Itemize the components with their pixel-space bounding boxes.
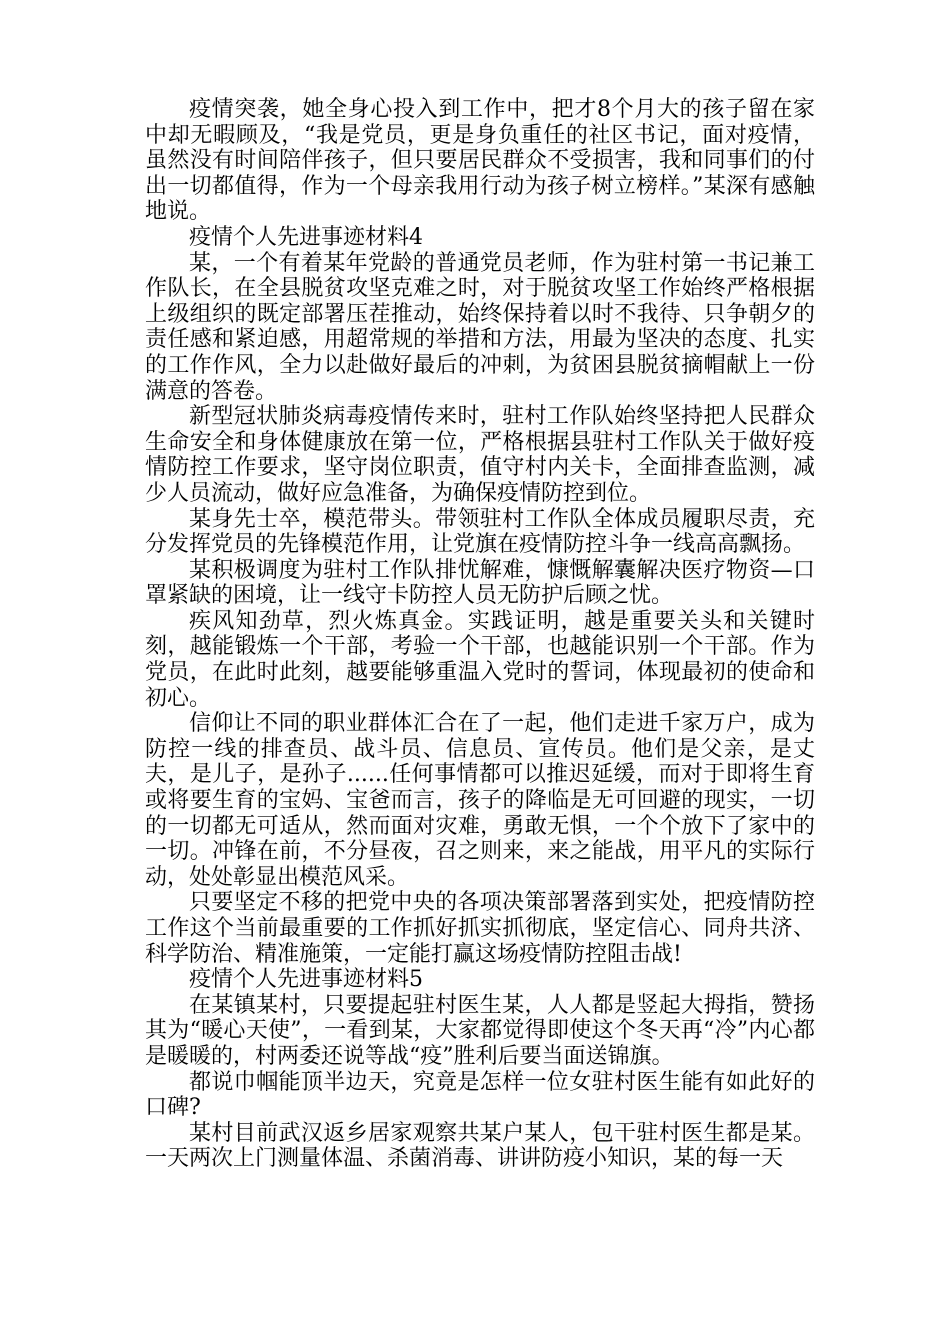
paragraph: 信仰让不同的职业群体汇合在了一起，他们走进千家万户，成为防控一线的排查员、战斗员、信息员、宣传员。他们是父亲，是丈夫，是儿子，是孙子......任何事情都可以推迟延缓，而对于即将生育或将要生育的宝妈、宝爸而言，孩子的降临是无可回避的现实，一切的一切都无可适从，然而面对灾难，勇敢无惧，一个个放下了家中的一切。冲锋在前，不分昼夜，召之则来，来之能战，用平凡的实际行动，处处彰显出模范风采。	[145, 711, 815, 890]
paragraph: 某村目前武汉返乡居家观察共某户某人，包干驻村医生都是某。一天两次上门测量体温、杀菌消毒、讲讲防疫小知识，某的每一天	[145, 1120, 815, 1172]
paragraph: 某身先士卒，模范带头。带领驻村工作队全体成员履职尽责，充分发挥党员的先锋模范作用，让党旗在疫情防控斗争一线高高飘扬。	[145, 506, 815, 558]
section-heading: 疫情个人先进事迹材料5	[189, 967, 423, 993]
paragraph: 疫情突袭，她全身心投入到工作中，把才8个月大的孩子留在家中却无暇顾及，“我是党员，更是身负重任的社区书记，面对疫情，虽然没有时间陪伴孩子，但只要居民群众不受损害，我和同事们的付出一切都值得，作为一个母亲我用行动为孩子树立榜样。”某深有感触地说。	[145, 97, 815, 225]
paragraph: 某积极调度为驻村工作队排忧解难，慷慨解囊解决医疗物资—口罩紧缺的困境，让一线守卡防控人员无防护后顾之忧。	[145, 557, 815, 609]
paragraph: 疾风知劲草，烈火炼真金。实践证明，越是重要关头和关键时刻，越能锻炼一个干部，考验一个干部，也越能识别一个干部。作为党员，在此时此刻，越要能够重温入党时的誓词，体现最初的使命和初心。	[145, 608, 815, 711]
paragraph: 只要坚定不移的把党中央的各项决策部署落到实处，把疫情防控工作这个当前最重要的工作抓好抓实抓彻底，坚定信心、同舟共济、科学防治、精准施策，一定能打赢这场疫情防控阻击战!	[145, 890, 815, 967]
paragraph: 在某镇某村，只要提起驻村医生某，人人都是竖起大拇指，赞扬其为“暖心天使”，一看到某，大家都觉得即使这个冬天再“冷”内心都是暖暖的，村两委还说等战“疫”胜利后要当面送锦旗。	[145, 992, 815, 1069]
document-page	[145, 97, 815, 1172]
section-heading: 疫情个人先进事迹材料4	[189, 224, 423, 250]
paragraph: 某，一个有着某年党龄的普通党员老师，作为驻村第一书记兼工作队长，在全县脱贫攻坚克难之时，对于脱贫攻坚工作始终严格根据上级组织的既定部署压茬推动，始终保持着以时不我待、只争朝夕的责任感和紧迫感，用超常规的举措和方法，用最为坚决的态度、扎实的工作作风，全力以赴做好最后的冲刺，为贫困县脱贫摘帽献上一份满意的答卷。	[145, 250, 815, 404]
paragraph: 新型冠状肺炎病毒疫情传来时，驻村工作队始终坚持把人民群众生命安全和身体健康放在第一位，严格根据县驻村工作队关于做好疫情防控工作要求，坚守岗位职责，值守村内关卡，全面排查监测，减少人员流动，做好应急准备，为确保疫情防控到位。	[145, 404, 815, 506]
paragraph: 都说巾帼能顶半边天，究竟是怎样一位女驻村医生能有如此好的口碑?	[145, 1069, 815, 1121]
